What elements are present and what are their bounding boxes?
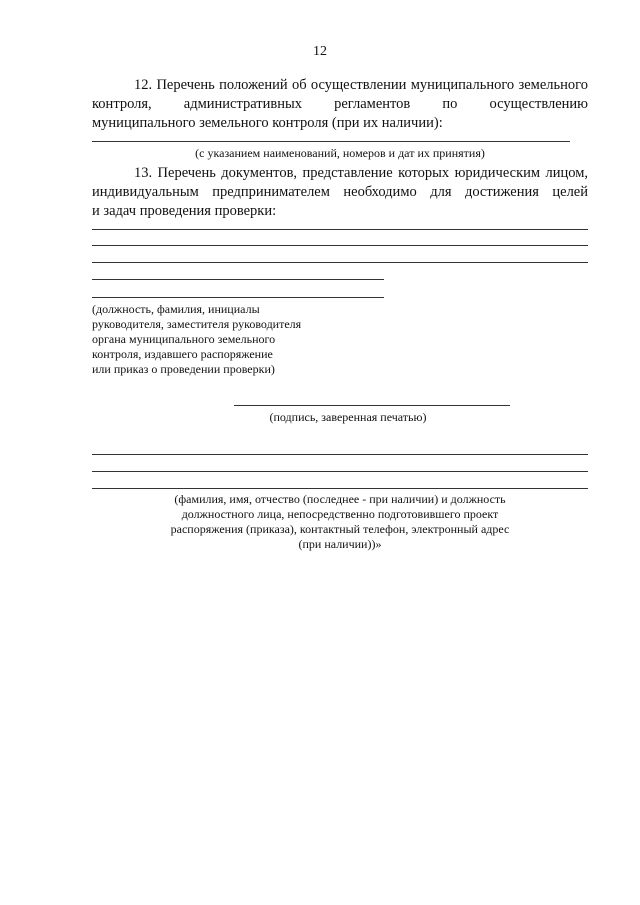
fill-line-responsible-3 [92, 488, 588, 489]
responsible-caption-line: (при наличии))» [298, 537, 382, 551]
fill-line-official-2 [92, 297, 384, 298]
official-caption-line: контроля, издавшего распоряжение [92, 347, 273, 361]
fill-line-responsible-1 [92, 454, 588, 455]
official-caption [92, 302, 392, 377]
official-caption-line: органа муниципального земельного [92, 332, 276, 346]
responsible-caption-line: (фамилия, имя, отчество (последнее - при наличии) и должность [174, 492, 506, 506]
signature-caption: (подпись, заверенная печатью) [269, 410, 427, 424]
official-caption-line: (должность, фамилия, инициалы [92, 302, 260, 316]
section-12-caption: (с указанием наименований, номеров и дат их принятия) [195, 146, 485, 160]
fill-line-section-13-2 [92, 245, 588, 246]
section-12-line-2: контроля, административных регламентов по осуществлению [92, 96, 588, 112]
fill-line-official-1 [92, 279, 384, 280]
section-13-line-1: 13. Перечень документов, представление которых юридическим лицом, [134, 165, 588, 181]
fill-line-section-13-3 [92, 262, 588, 263]
fill-line-section-13-1 [92, 229, 588, 230]
section-13-line-2: индивидуальным предпринимателем необходимо для достижения целей [92, 184, 588, 200]
page-number: 12 [313, 44, 327, 59]
responsible-caption-line: должностного лица, непосредственно подготовившего проект [181, 507, 499, 521]
responsible-caption-line: распоряжения (приказа), контактный телефон, электронный адрес [170, 522, 510, 536]
signature-line [234, 405, 510, 406]
fill-line-section-12 [92, 141, 570, 142]
responsible-caption [92, 492, 588, 552]
section-13-line-3: и задач проведения проверки: [92, 203, 277, 219]
fill-line-responsible-2 [92, 471, 588, 472]
section-12-line-1: 12. Перечень положений об осуществлении муниципального земельного [134, 77, 588, 93]
official-caption-line: или приказ о проведении проверки) [92, 362, 275, 376]
section-12-line-3: муниципального земельного контроля (при их наличии): [92, 115, 443, 131]
official-caption-line: руководителя, заместителя руководителя [92, 317, 302, 331]
